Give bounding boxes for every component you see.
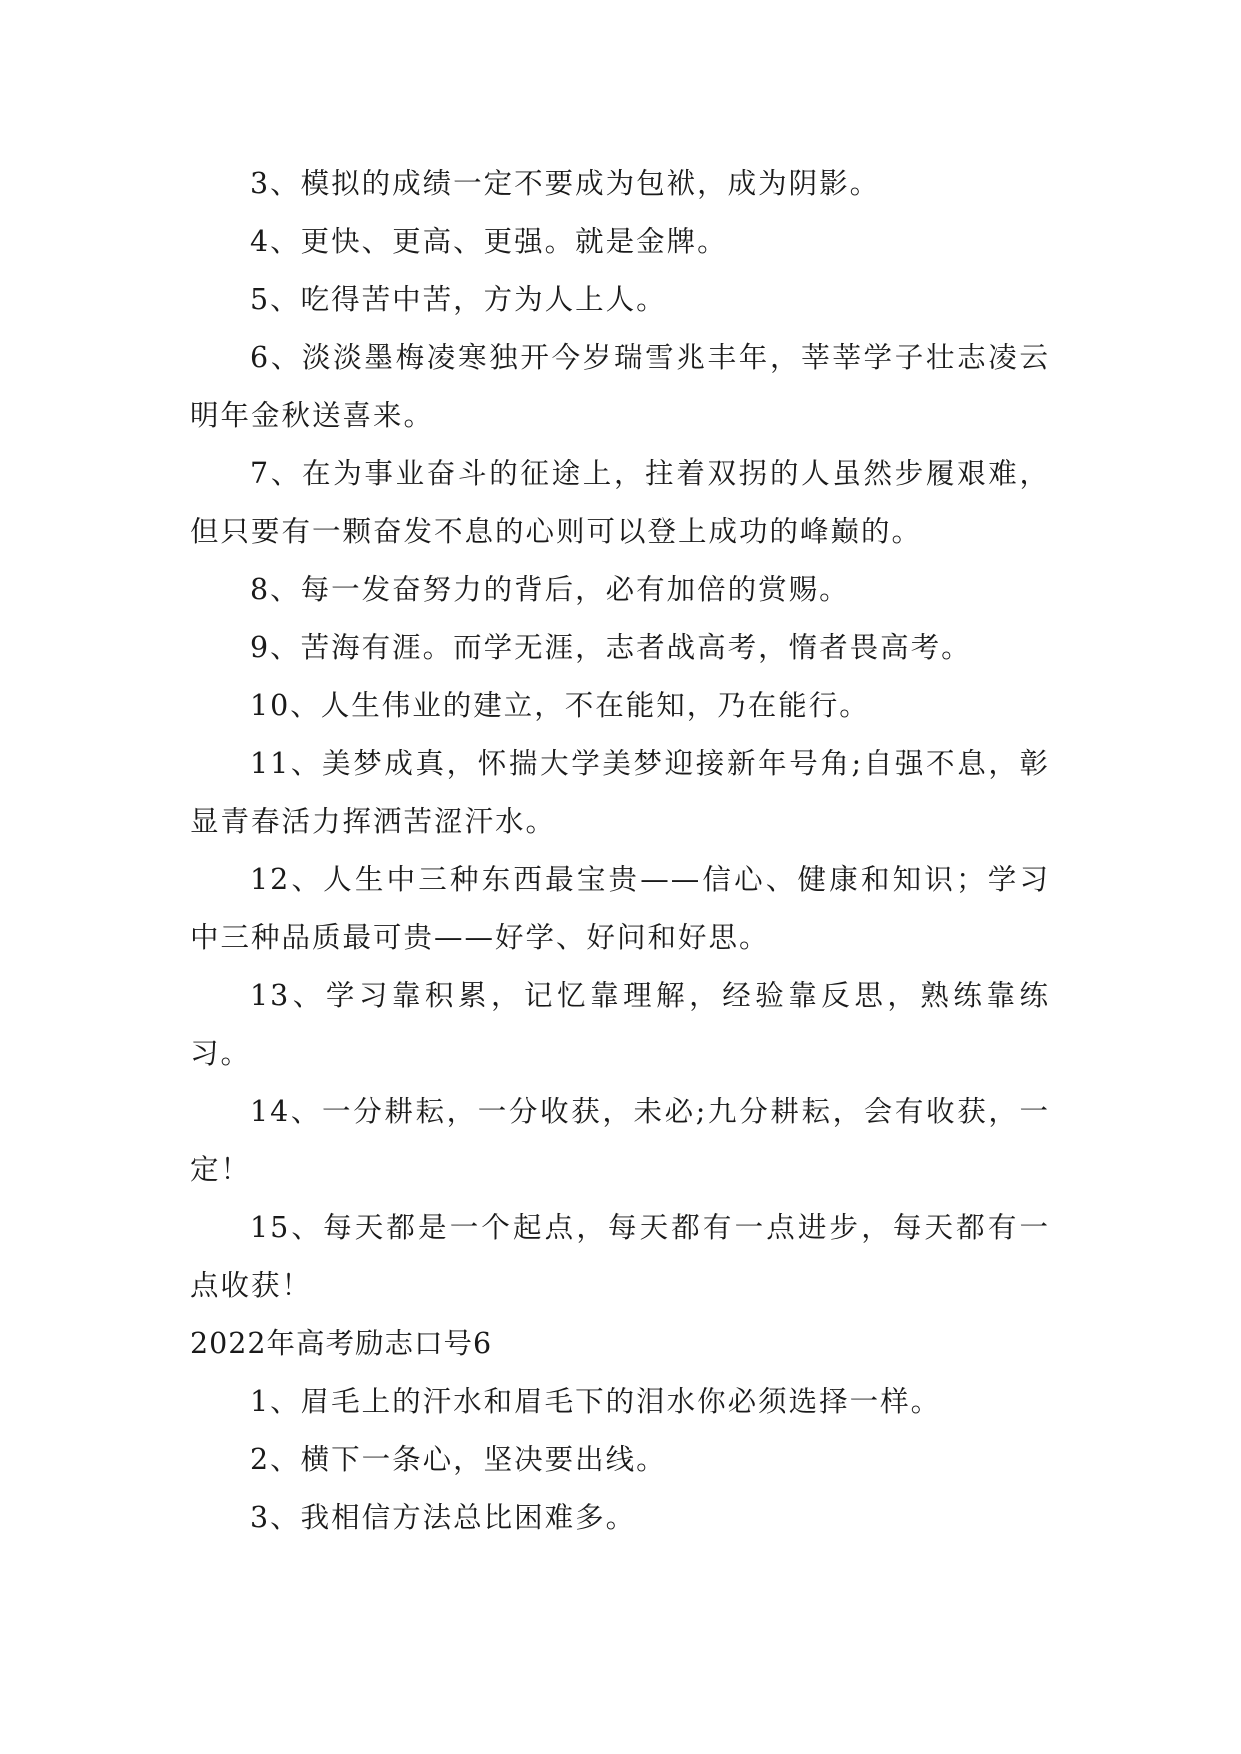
list-item: 6、淡淡墨梅凌寒独开今岁瑞雪兆丰年，莘莘学子壮志凌云明年金秋送喜来。 <box>190 341 1050 432</box>
list-item: 7、在为事业奋斗的征途上，拄着双拐的人虽然步履艰难，但只要有一颗奋发不息的心则可以登上成功的峰巅的。 <box>190 457 1050 548</box>
list-item: 9、苦海有涯。而学无涯，志者战高考，惰者畏高考。 <box>250 631 972 664</box>
list-item: 4、更快、更高、更强。就是金牌。 <box>250 225 728 258</box>
list-item: 3、模拟的成绩一定不要成为包袱，成为阴影。 <box>250 167 881 200</box>
list-item: 2、横下一条心，坚决要出线。 <box>250 1443 667 1476</box>
list-item: 11、美梦成真，怀揣大学美梦迎接新年号角;自强不息，彰显青春活力挥洒苦涩汗水。 <box>190 747 1050 838</box>
list-item: 5、吃得苦中苦，方为人上人。 <box>250 283 667 316</box>
list-item: 3、我相信方法总比困难多。 <box>250 1501 637 1534</box>
list-item: 1、眉毛上的汗水和眉毛下的泪水你必须选择一样。 <box>250 1385 942 1418</box>
list-item: 8、每一发奋努力的背后，必有加倍的赏赐。 <box>250 573 850 606</box>
list-item: 13、学习靠积累，记忆靠理解，经验靠反思，熟练靠练习。 <box>190 979 1050 1070</box>
list-item: 10、人生伟业的建立，不在能知，乃在能行。 <box>250 689 870 722</box>
list-item: 12、人生中三种东西最宝贵——信心、健康和知识；学习中三种品质最可贵——好学、好问和好思。 <box>190 863 1050 954</box>
list-item: 14、一分耕耘，一分收获，未必;九分耕耘，会有收获，一定！ <box>190 1095 1050 1186</box>
list-item: 15、每天都是一个起点，每天都有一点进步，每天都有一点收获！ <box>190 1211 1050 1302</box>
document-body <box>190 155 1050 1547</box>
section-heading: 2022年高考励志口号6 <box>190 1327 493 1360</box>
